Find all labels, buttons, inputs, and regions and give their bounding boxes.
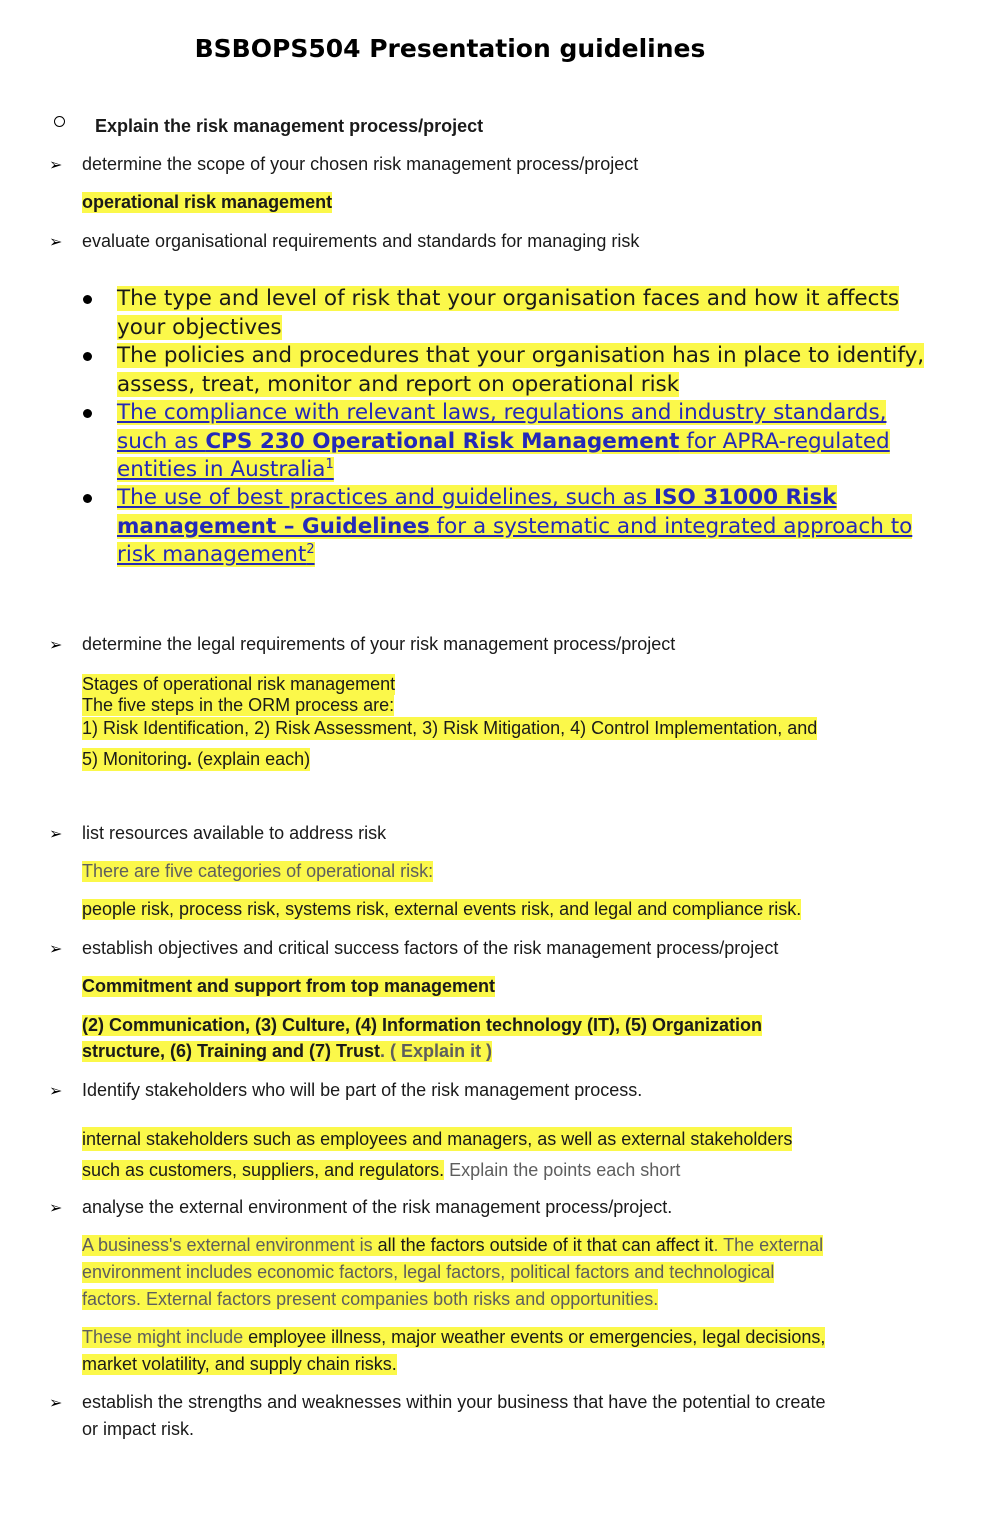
answer-external-3: factors. External factors present companies both risks and opportunities. <box>82 1289 659 1309</box>
bullet-1-line-1: The type and level of risk that your organisation faces and how it affects <box>117 286 900 311</box>
item-legal: determine the legal requirements of your risk management process/project <box>82 634 676 654</box>
answer-stakeholders-1: internal stakeholders such as employees and managers, as well as external stakeholders <box>82 1129 793 1149</box>
bullet-2-line-1: The policies and procedures that your organisation has in place to identify, <box>117 343 925 368</box>
arrow-bullet-icon: ➢ <box>49 1395 63 1412</box>
circle-bullet-icon <box>54 116 65 127</box>
bullet-1-line-2: your objectives <box>117 314 282 340</box>
bullet-4-link[interactable] <box>117 484 912 570</box>
answer-objectives-2: (2) Communication, (3) Culture, (4) Information technology (IT), (5) Organization <box>82 1015 762 1035</box>
arrow-bullet-icon: ➢ <box>49 1200 63 1217</box>
answer-resources-2: people risk, process risk, systems risk, external events risk, and legal and compliance risk. <box>82 899 802 919</box>
answer-external-4: These might include employee illness, major weather events or emergencies, legal decisions, <box>82 1327 826 1347</box>
footnote-1[interactable]: 1 <box>325 456 334 472</box>
answer-resources-1: There are five categories of operational risk: <box>82 861 434 881</box>
cps230-link[interactable]: CPS 230 Operational Risk Management <box>205 428 680 454</box>
item-evaluate: evaluate organisational requirements and standards for managing risk <box>82 231 640 251</box>
dot-bullet-icon <box>83 352 92 361</box>
bullet-1 <box>117 285 899 342</box>
item-external: analyse the external environment of the risk management process/project. <box>82 1197 673 1217</box>
answer-legal-3: 1) Risk Identification, 2) Risk Assessment, 3) Risk Mitigation, 4) Control Implementation, and <box>82 718 818 738</box>
bullet-3-line-1: The compliance with relevant laws, regulations and industry standards, <box>117 400 887 425</box>
iso31000-link[interactable]: ISO 31000 Risk <box>653 485 837 510</box>
dot-bullet-icon <box>83 409 92 418</box>
arrow-bullet-icon: ➢ <box>49 1083 63 1100</box>
item-resources: list resources available to address risk <box>82 823 387 843</box>
answer-objectives-1: Commitment and support from top management <box>82 976 496 996</box>
answer-objectives-3: structure, (6) Training and (7) Trust. ( Explain it ) <box>82 1041 493 1061</box>
bullet-3-link[interactable] <box>117 399 890 485</box>
bullet-4-line-1: The use of best practices and guidelines, such as ISO 31000 Risk <box>117 485 837 510</box>
answer-external-2: environment includes economic factors, legal factors, political factors and technological <box>82 1262 775 1282</box>
bullet-4-line-2: management – Guidelines for a systematic and integrated approach to <box>117 513 913 539</box>
answer-scope: operational risk management <box>82 192 333 212</box>
item-objectives: establish objectives and critical success factors of the risk management process/project <box>82 938 779 958</box>
item-stakeholders: Identify stakeholders who will be part of the risk management process. <box>82 1080 643 1100</box>
item-scope: determine the scope of your chosen risk management process/project <box>82 154 639 174</box>
bullet-3-line-2: such as CPS 230 Operational Risk Management for APRA-regulated <box>117 428 890 454</box>
section-heading: Explain the risk management process/project <box>95 116 484 136</box>
bullet-2 <box>117 342 924 399</box>
bullet-4-line-3: risk management$^2$ <box>117 541 315 567</box>
answer-external-1: A business's external environment is all the factors outside of it that can affect it. The external <box>82 1235 824 1255</box>
arrow-bullet-icon: ➢ <box>49 234 63 251</box>
item-strengths-1: establish the strengths and weaknesses within your business that have the potential to create <box>82 1392 826 1412</box>
dot-bullet-icon <box>83 494 92 503</box>
arrow-bullet-icon: ➢ <box>49 637 63 654</box>
answer-legal-1: Stages of operational risk management <box>82 674 396 694</box>
arrow-bullet-icon: ➢ <box>49 157 63 174</box>
bullet-2-line-2: assess, treat, monitor and report on operational risk <box>117 371 680 397</box>
arrow-bullet-icon: ➢ <box>49 941 63 958</box>
dot-bullet-icon <box>83 295 92 304</box>
answer-external-5: market volatility, and supply chain risks. <box>82 1354 397 1374</box>
answer-stakeholders-2: such as customers, suppliers, and regulators. Explain the points each short <box>82 1160 681 1180</box>
page-title: BSBOPS504 Presentation guidelines <box>194 34 706 63</box>
answer-legal-2: The five steps in the ORM process are: <box>82 695 395 715</box>
answer-legal-4: 5) Monitoring. (explain each) <box>82 749 311 769</box>
item-strengths-2: or impact risk. <box>82 1419 195 1439</box>
arrow-bullet-icon: ➢ <box>49 826 63 843</box>
footnote-2[interactable]: 2 <box>306 541 315 557</box>
bullet-3-line-3: entities in Australia$^1$ <box>117 456 334 482</box>
